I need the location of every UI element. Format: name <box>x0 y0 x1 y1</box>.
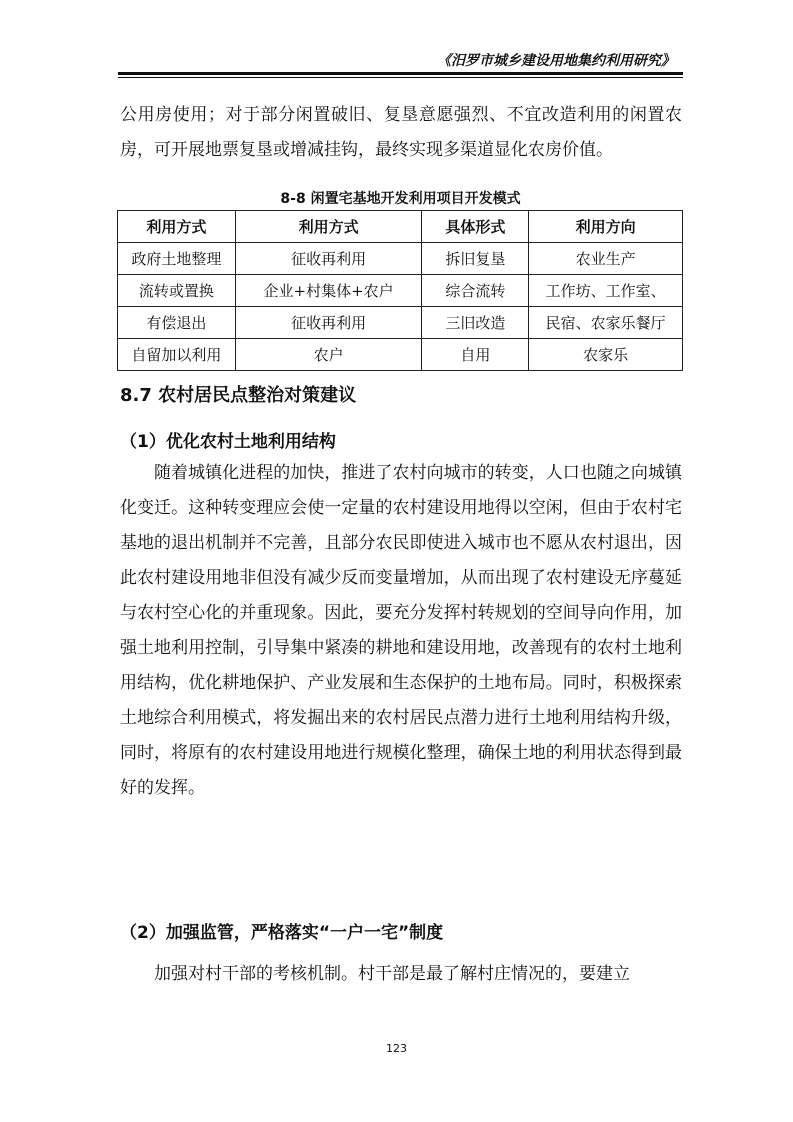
table-caption: 8-8 闲置宅基地开发利用项目开发模式 <box>280 191 521 207</box>
table-cell: 综合流转 <box>422 275 529 307</box>
header-rule-thick <box>118 72 683 75</box>
table-header-cell: 具体形式 <box>422 211 529 243</box>
subsection-1-body: 随着城镇化进程的加快，推进了农村向城市的转变，人口也随之向城镇化变迁。这种转变理应会使一定量的农村建设用地得以空闲，但由于农村宅基地的退出机制并不完善，且部分农民即使进入城市也不愿从农村退出，因此农村建设用地非但没有减少反而变量增加，从而出现了农村建设无序蔓延与农村空心化的并重现象。因此，要充分发挥村转规划的空间导向作用，加强土地利用控制，引导集中紧凑的耕地和建设用地，改善现有的农村土地利用结构，优化耕地保护、产业发展和生态保护的土地布局。同时，积极探索土地综合利用模式，将发掘出来的农村居民点潜力进行土地利用结构升级，同时，将原有的农村建设用地进行规模化整理，确保土地的利用状态得到最好的发挥。 <box>120 463 682 798</box>
table-cell: 三旧改造 <box>422 307 529 339</box>
header-rule-thin <box>118 77 683 78</box>
table-cell: 征收再利用 <box>235 243 422 275</box>
table-cell: 政府土地整理 <box>118 243 236 275</box>
table-row <box>118 275 683 307</box>
running-header-title: 《汨罗市城乡建设用地集约利用研究》 <box>437 53 675 69</box>
development-mode-table <box>117 210 683 371</box>
page-number: 123 <box>386 1042 407 1055</box>
table-row <box>118 339 683 371</box>
table-cell: 农业生产 <box>529 243 683 275</box>
table-header-row <box>118 211 683 243</box>
table-cell: 自用 <box>422 339 529 371</box>
section-heading: 8.7 农村居民点整治对策建议 <box>120 385 357 406</box>
table-cell: 拆旧复垦 <box>422 243 529 275</box>
intro-paragraph: 公用房使用；对于部分闲置破旧、复垦意愿强烈、不宜改造利用的闲置农房，可开展地票复垦或增减挂钩，最终实现多渠道显化农房价值。 <box>120 105 682 160</box>
subsection-heading-1: （1）优化农村土地利用结构 <box>120 432 336 452</box>
subsection-heading-2: （2）加强监管，严格落实“一户一宅”制度 <box>120 923 444 943</box>
table-header-cell: 利用方式 <box>235 211 422 243</box>
table-header-cell: 利用方向 <box>529 211 683 243</box>
table-cell: 有偿退出 <box>118 307 236 339</box>
table-cell: 流转或置换 <box>118 275 236 307</box>
table-cell: 自留加以利用 <box>118 339 236 371</box>
table-cell: 民宿、农家乐餐厅 <box>529 307 683 339</box>
table-cell: 工作坊、工作室、 <box>529 275 683 307</box>
table-header-cell: 利用方式 <box>118 211 236 243</box>
table-cell: 征收再利用 <box>235 307 422 339</box>
table-row <box>118 307 683 339</box>
subsection-2-body: 加强对村干部的考核机制。村干部是最了解村庄情况的，要建立 <box>154 964 630 984</box>
table-cell: 农户 <box>235 339 422 371</box>
table-cell: 企业+村集体+农户 <box>235 275 422 307</box>
table-cell: 农家乐 <box>529 339 683 371</box>
table-row <box>118 243 683 275</box>
